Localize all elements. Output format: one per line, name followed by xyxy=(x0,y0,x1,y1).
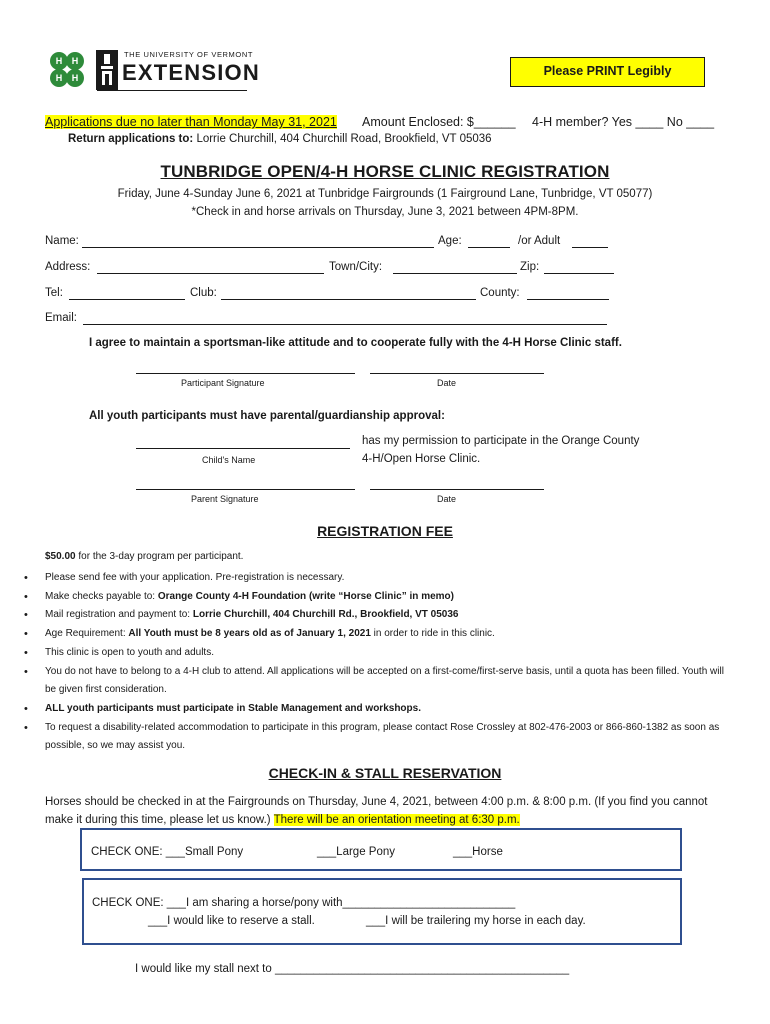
tel-label: Tel: xyxy=(45,287,63,299)
tel-input[interactable] xyxy=(69,288,185,300)
permission-line-1: has my permission to participate in the Orange County xyxy=(362,435,640,447)
svg-text:H: H xyxy=(71,73,79,83)
deadline-row xyxy=(45,115,337,129)
list-item: • To request a disability-related accommodation to participate in this program, please contact Rose Crossley at 802-476-2003 or 866-860-1382 as soon as possible, so we may assist you. xyxy=(45,719,735,756)
event-details: Friday, June 4-Sunday June 6, 2021 at Tunbridge Fairgrounds (1 Fairground Lane, Tunbridge, VT 05077) xyxy=(117,188,653,200)
address-input[interactable] xyxy=(97,262,324,274)
participant-signature-line[interactable] xyxy=(136,373,355,374)
logo-underline xyxy=(97,90,247,91)
club-label: Club: xyxy=(190,287,217,299)
list-item: • Age Requirement: All Youth must be 8 years old as of January 1, 2021 in order to ride in this clinic. xyxy=(45,625,735,644)
name-input[interactable] xyxy=(82,236,434,248)
fee-requirements-list xyxy=(45,569,735,756)
svg-text:H: H xyxy=(55,73,63,83)
parent-date-line[interactable] xyxy=(370,489,544,490)
orientation-highlight: There will be an orientation meeting at 6:30 p.m. xyxy=(273,814,520,826)
town-label: Town/City: xyxy=(329,261,383,273)
4h-member-field[interactable]: 4-H member? Yes ____ No ____ xyxy=(532,115,715,129)
return-label: Return applications to: xyxy=(68,133,194,145)
return-address: Lorrie Churchill, 404 Churchill Road, Brookfield, VT 05036 xyxy=(196,133,492,145)
email-input[interactable] xyxy=(83,313,607,325)
registration-fee-heading: REGISTRATION FEE xyxy=(317,523,453,539)
checkin-instructions xyxy=(45,793,725,829)
list-item: • Mail registration and payment to: Lorrie Churchill, 404 Churchill Rd., Brookfield, VT 05036 xyxy=(45,606,735,625)
checkin-text: Horses should be checked in at the Fairgrounds on Thursday, June 4, 2021, between 4:00 p.m. & 8:00 p.m. (If you find you cannot make it during this time, please let us know.) xyxy=(45,796,708,826)
check-horse[interactable]: ___Horse xyxy=(453,846,503,858)
return-address-row xyxy=(68,133,492,145)
checkin-arrival-note: *Check in and horse arrivals on Thursday, June 3, 2021 between 4PM-8PM. xyxy=(191,206,579,218)
check-sharing-horse[interactable]: CHECK ONE: ___I am sharing a horse/pony with___________________________ xyxy=(92,897,516,909)
stall-options-box xyxy=(82,878,682,945)
adult-input[interactable] xyxy=(572,236,608,248)
name-label: Name: xyxy=(45,235,79,247)
address-label: Address: xyxy=(45,261,91,273)
child-name-label: Child's Name xyxy=(202,455,256,465)
participant-signature-label: Participant Signature xyxy=(181,378,265,388)
university-name: THE UNIVERSITY OF VERMONT xyxy=(124,50,254,59)
amount-enclosed-field[interactable]: Amount Enclosed: $______ xyxy=(362,115,516,129)
fee-price-line xyxy=(45,551,243,562)
age-input[interactable] xyxy=(468,236,510,248)
extension-wordmark: EXTENSION xyxy=(122,60,260,85)
page-title: TUNBRIDGE OPEN/4-H HORSE CLINIC REGISTRATION xyxy=(160,162,610,181)
applications-due: Applications due no later than Monday May 31, 2021 xyxy=(45,115,337,129)
parent-signature-line[interactable] xyxy=(136,489,355,490)
check-large-pony[interactable]: ___Large Pony xyxy=(317,846,396,858)
list-item: • ALL youth participants must participate in Stable Management and workshops. xyxy=(45,700,735,719)
fee-price-desc: for the 3-day program per participant. xyxy=(75,551,244,562)
child-name-line[interactable] xyxy=(136,448,350,449)
stall-next-to-field[interactable]: I would like my stall next to ______________________________________________ xyxy=(135,963,570,975)
parent-signature-label: Parent Signature xyxy=(191,494,259,504)
list-item: • Make checks payable to: Orange County 4-H Foundation (write “Horse Clinic” in memo) xyxy=(45,588,735,607)
email-label: Email: xyxy=(45,312,77,324)
permission-line-2: 4-H/Open Horse Clinic. xyxy=(362,453,481,465)
list-item: • Please send fee with your application. Pre-registration is necessary. xyxy=(45,569,735,588)
list-item: • This clinic is open to youth and adults. xyxy=(45,644,735,663)
checkin-heading: CHECK-IN & STALL RESERVATION xyxy=(268,765,502,781)
or-adult-label: /or Adult xyxy=(518,235,561,247)
zip-input[interactable] xyxy=(544,262,614,274)
uvm-tower-icon xyxy=(96,50,118,90)
parent-date-label: Date xyxy=(437,494,457,504)
4h-clover-logo-icon xyxy=(45,48,89,92)
print-legibly-notice: Please PRINT Legibly xyxy=(510,57,705,87)
participant-date-line[interactable] xyxy=(370,373,544,374)
participant-date-label: Date xyxy=(437,378,457,388)
county-input[interactable] xyxy=(527,288,609,300)
list-item: • You do not have to belong to a 4-H club to attend. All applications will be accepted on a first-come/first-serve basis, until a quota has been filled. Youth will be given first consideration. xyxy=(45,663,735,700)
check-trailering[interactable]: ___I will be trailering my horse in each day. xyxy=(366,915,586,927)
svg-text:H: H xyxy=(55,56,63,66)
youth-approval-notice: All youth participants must have parental/guardianship approval: xyxy=(89,410,445,422)
check-small-pony[interactable]: CHECK ONE: ___Small Pony xyxy=(91,846,244,858)
check-reserve-stall[interactable]: ___I would like to reserve a stall. xyxy=(148,915,315,927)
county-label: County: xyxy=(480,287,520,299)
agreement-statement: I agree to maintain a sportsman-like attitude and to cooperate fully with the 4-H Horse Clinic staff. xyxy=(89,337,622,349)
town-input[interactable] xyxy=(393,262,517,274)
club-input[interactable] xyxy=(221,288,476,300)
svg-text:H: H xyxy=(71,56,79,66)
zip-label: Zip: xyxy=(520,261,540,273)
fee-price: $50.00 xyxy=(45,551,76,562)
age-label: Age: xyxy=(438,235,462,247)
